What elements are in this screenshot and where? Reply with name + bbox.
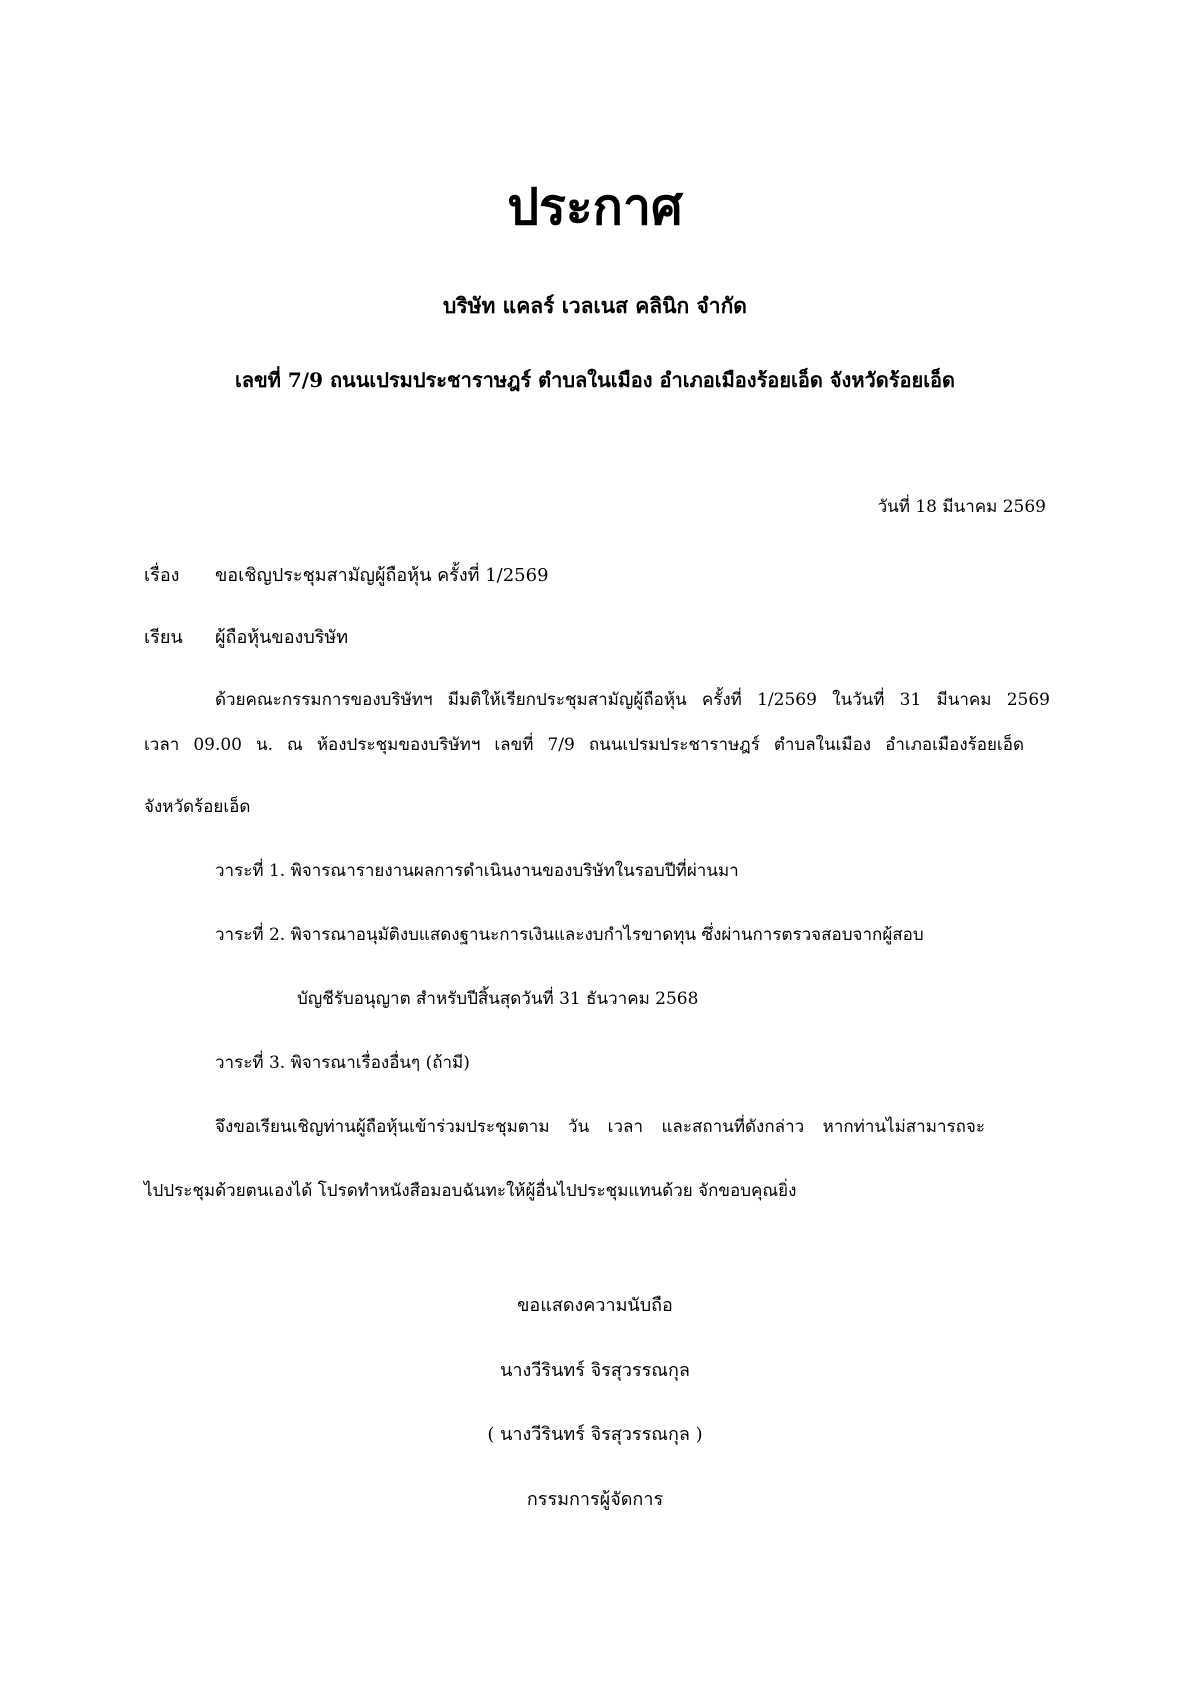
body-line-1: ด้วยคณะกรรมการของบริษัทฯ มีมติให้เรียกประชุมสามัญผู้ถือหุ้น ครั้งที่ 1/2569 ในวันที่ 31 มีนาคม 2569 xyxy=(215,690,1050,710)
body-line-2: เวลา 09.00 น. ณ ห้องประชุมของบริษัทฯ เลขที่ 7/9 ถนนเปรมประชาราษฎร์ ตำบลในเมือง อำเภอเมืองร้อยเอ็ด xyxy=(144,735,1024,755)
document-date: วันที่ 18 มีนาคม 2569 xyxy=(877,497,1046,517)
closing-line-2: ไปประชุมด้วยตนเองได้ โปรดทำหนังสือมอบฉันทะให้ผู้อื่นไปประชุมแทนด้วย จักขอบคุณยิ่ง xyxy=(144,1181,797,1201)
body-line-3: จังหวัดร้อยเอ็ด xyxy=(144,797,251,817)
agenda-item-1: วาระที่ 1. พิจารณารายงานผลการดำเนินงานของบริษัทในรอบปีที่ผ่านมา xyxy=(215,861,739,881)
signature-position: กรรมการผู้จัดการ xyxy=(526,1489,664,1510)
agenda-item-2-continuation: บัญชีรับอนุญาต สำหรับปีสิ้นสุดวันที่ 31 ธันวาคม 2568 xyxy=(297,989,699,1009)
signature-name-parenthesized: ( นางวีรินทร์ จิรสุวรรณกุล ) xyxy=(487,1424,703,1445)
subject-label: เรื่อง xyxy=(144,565,180,586)
company-address: เลขที่ 7/9 ถนนเปรมประชาราษฎร์ ตำบลในเมือง อำเภอเมืองร้อยเอ็ด จังหวัดร้อยเอ็ด xyxy=(234,368,956,392)
closing-line-1: จึงขอเรียนเชิญท่านผู้ถือหุ้นเข้าร่วมประชุมตาม วัน เวลา และสถานที่ดังกล่าว หากท่านไม่สามารถจะ xyxy=(215,1117,985,1137)
agenda-item-3: วาระที่ 3. พิจารณาเรื่องอื่นๆ (ถ้ามี) xyxy=(215,1053,470,1073)
company-name: บริษัท แคลร์ เวลเนส คลินิก จำกัด xyxy=(443,293,747,318)
subject-text: ขอเชิญประชุมสามัญผู้ถือหุ้น ครั้งที่ 1/2569 xyxy=(215,565,549,586)
agenda-item-2: วาระที่ 2. พิจารณาอนุมัติงบแสดงฐานะการเงินและงบกำไรขาดทุน ซึ่งผ่านการตรวจสอบจากผู้สอบ xyxy=(215,925,924,945)
signature-regards: ขอแสดงความนับถือ xyxy=(517,1295,673,1316)
signature-name: นางวีรินทร์ จิรสุวรรณกุล xyxy=(500,1360,690,1381)
document-title: ประกาศ xyxy=(507,177,683,236)
recipient-text: ผู้ถือหุ้นของบริษัท xyxy=(215,627,349,648)
recipient-label: เรียน xyxy=(144,627,183,648)
